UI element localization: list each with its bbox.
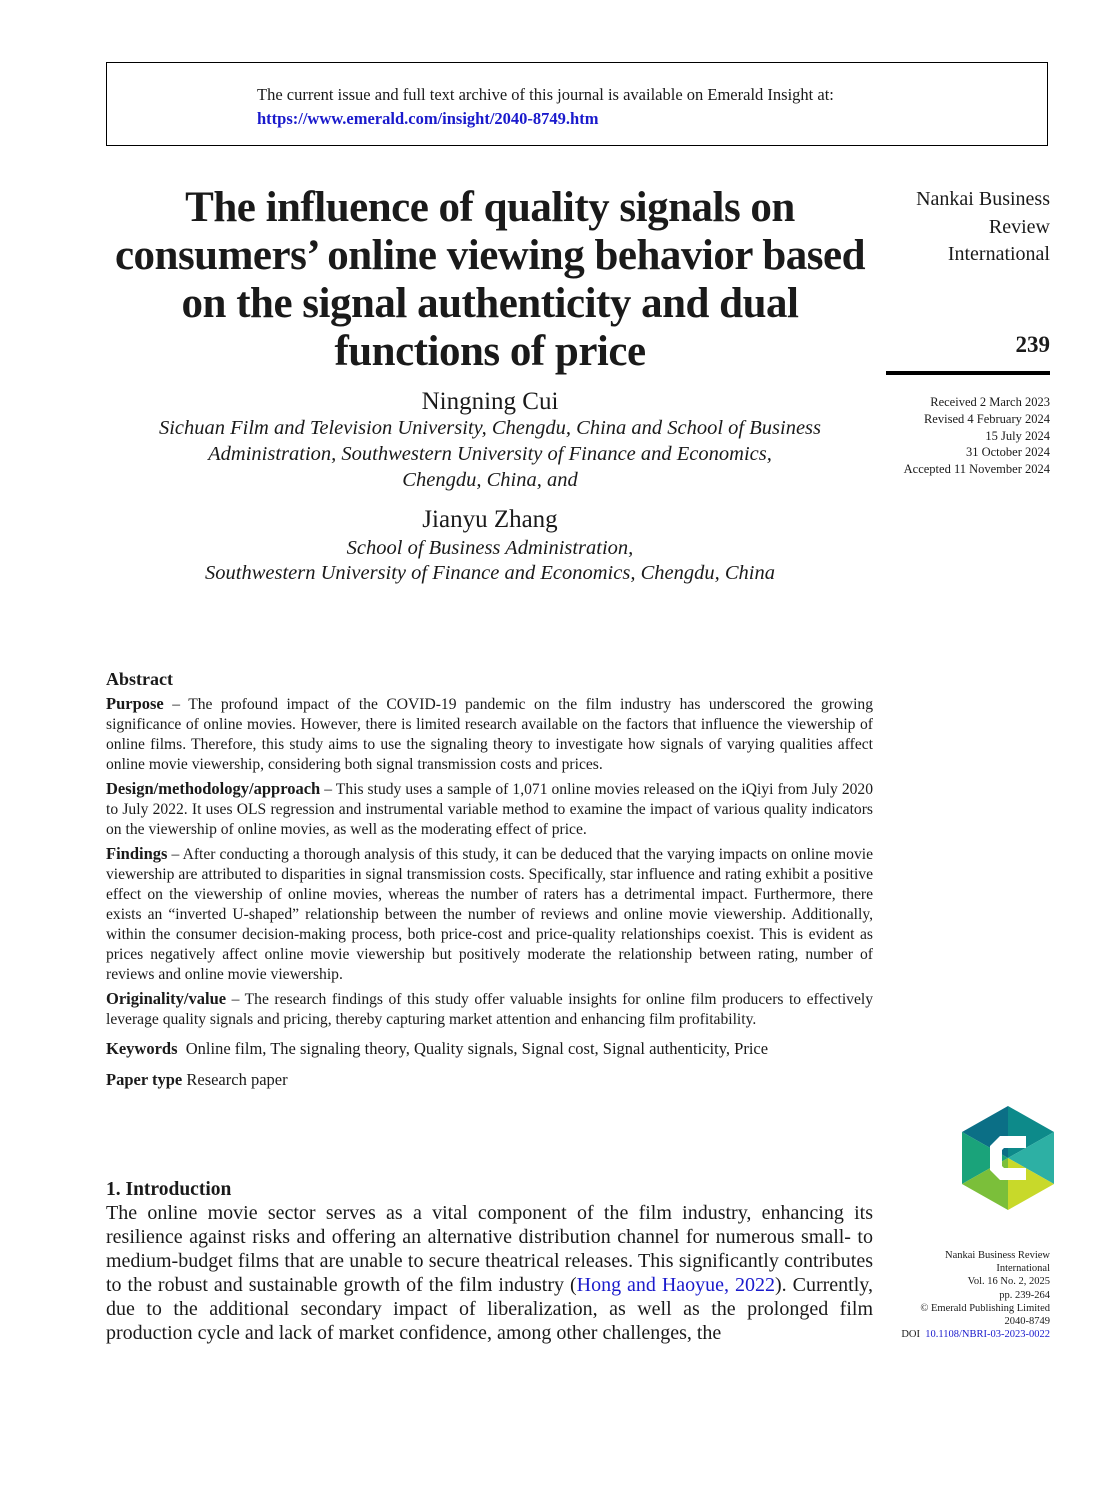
paper-type <box>106 1069 873 1091</box>
journal-availability-banner <box>106 62 1048 146</box>
history-line: 31 October 2024 <box>965 445 1050 460</box>
journal-name-line: Nankai Business <box>916 188 1050 210</box>
author-affiliation-line: Chengdu, China, and <box>402 469 578 491</box>
abstract-heading: Abstract <box>106 669 173 689</box>
citation-journal: Nankai Business Review <box>945 1250 1050 1261</box>
abstract-separator: – <box>226 991 245 1008</box>
citation-pages: pp. 239-264 <box>999 1289 1050 1301</box>
abstract-separator: – <box>320 781 336 798</box>
abstract-text: This study uses a sample of 1,071 online movies released on the iQiyi from July 2020 to July 2022. It uses OLS regression and instrumental variable method to examine the impact of various quality indicators on the viewership of online movies, as well as the moderating effect of price. <box>106 781 874 838</box>
article-citation-block <box>850 1249 1050 1341</box>
intro-text: The online movie sector serves as a vital component of the film industry, enhancing its resilience against risks and offering an alternative distribution channel for numerous small- to medium-budget films that are unable to secure theatrical releases. This significantly contributes to the robust and sustainable growth of the film industry ( <box>106 1202 873 1296</box>
emerald-logo-icon <box>962 1106 1054 1210</box>
intro-text: ). Currently, due to the additional secondary impact of liberalization, as well as the prolonged film production cycle and lack of market confidence, among other challenges, the <box>106 1274 873 1344</box>
abstract-originality <box>106 989 873 1030</box>
author-affiliation-line: Sichuan Film and Television University, Chengdu, China and School of Business <box>158 417 822 439</box>
abstract-text: The profound impact of the COVID-19 pandemic on the film industry has underscored the growing significance of online movies. However, there is limited research available on the factors that influence the viewership of online films. Therefore, this study aims to use the signaling theory to investigate how signals of varying qualities affect online movie viewership, considering both signal transmission costs and prices. <box>106 696 873 773</box>
abstract-design <box>106 779 873 840</box>
submission-history <box>850 394 1050 478</box>
history-line: Received 2 March 2023 <box>930 395 1050 409</box>
citation-journal: International <box>996 1263 1050 1275</box>
keywords-text: Online film, The signaling theory, Quality signals, Signal cost, Signal authenticity, Price <box>185 1039 769 1058</box>
page-number: 239 <box>1015 332 1050 357</box>
paper-type-text: Research paper <box>186 1070 288 1089</box>
author-name: Jianyu Zhang <box>422 506 558 533</box>
abstract-separator: – <box>163 696 189 713</box>
citation-link[interactable]: Hong and Haoyue, 2022 <box>576 1274 776 1296</box>
journal-name-line: International <box>947 243 1050 265</box>
citation-issn: 2040-8749 <box>1004 1316 1050 1328</box>
keywords <box>106 1038 873 1060</box>
abstract-separator: – <box>167 846 183 863</box>
introduction-section <box>106 1178 873 1345</box>
banner-text <box>257 83 834 131</box>
journal-name-sidebar <box>850 186 1050 269</box>
history-line: Accepted 11 November 2024 <box>903 462 1050 477</box>
citation-copyright: © Emerald Publishing Limited <box>920 1302 1050 1314</box>
citation-volume: Vol. 16 No. 2, 2025 <box>967 1276 1050 1288</box>
abstract-label: Purpose <box>106 694 164 713</box>
abstract-findings <box>106 844 873 985</box>
author-affiliation-line: School of Business Administration, <box>346 537 634 559</box>
journal-name-line: Review <box>988 215 1050 238</box>
keywords-label: Keywords <box>106 1039 178 1058</box>
abstract-label: Findings <box>106 844 168 863</box>
doi-link[interactable]: 10.1108/NBRI-03-2023-0022 <box>925 1329 1050 1341</box>
abstract-label: Design/methodology/approach <box>106 779 321 798</box>
banner-line: The current issue and full text archive of this journal is available on Emerald Insight at: <box>257 85 834 104</box>
author-name: Ningning Cui <box>421 388 559 415</box>
abstract-text: After conducting a thorough analysis of this study, it can be deduced that the varying impacts on online movie viewership are attributed to disparities in signal transmission costs. Specifically, star influence and rating exhibit a positive effect on the viewership of online movies, whereas the number of raters has a detrimental impact. Furthermore, there exists an “inverted U-shaped” relationship between the number of reviews and online movie viewership. Additionally, within the consumer decision-making process, both price-cost and price-quality relationships coexist. This is evident as prices negatively affect online movie viewership but positively moderate the relationship between rating, number of reviews and online movie viewership. <box>106 846 873 983</box>
history-line: Revised 4 February 2024 <box>923 411 1050 426</box>
abstract-purpose <box>106 694 873 775</box>
paper-type-label: Paper type <box>106 1070 183 1089</box>
abstract-label: Originality/value <box>106 989 227 1008</box>
history-line: 15 July 2024 <box>985 428 1050 443</box>
citation-doi <box>850 1328 1050 1341</box>
author-affiliation-line: Administration, Southwestern University of Finance and Economics, <box>208 443 772 465</box>
abstract-section <box>106 668 873 1095</box>
article-title: The influence of quality signals on consumers’ online viewing behavior based on the signal authenticity and dual functions of price <box>114 184 866 375</box>
journal-url-link[interactable]: https://www.emerald.com/insight/2040-8749.htm <box>257 109 599 128</box>
introduction-heading: 1. Introduction <box>106 1179 232 1200</box>
abstract-text: The research findings of this study offer valuable insights for online film producers to effectively leverage quality signals and pricing, thereby capturing market attention and enhancing film profitability. <box>106 991 874 1028</box>
doi-label: DOI <box>901 1329 921 1341</box>
author-affiliation-line: Southwestern University of Finance and Economics, Chengdu, China <box>205 562 775 584</box>
sidebar-divider <box>886 371 1050 375</box>
introduction-paragraph <box>106 1201 873 1345</box>
